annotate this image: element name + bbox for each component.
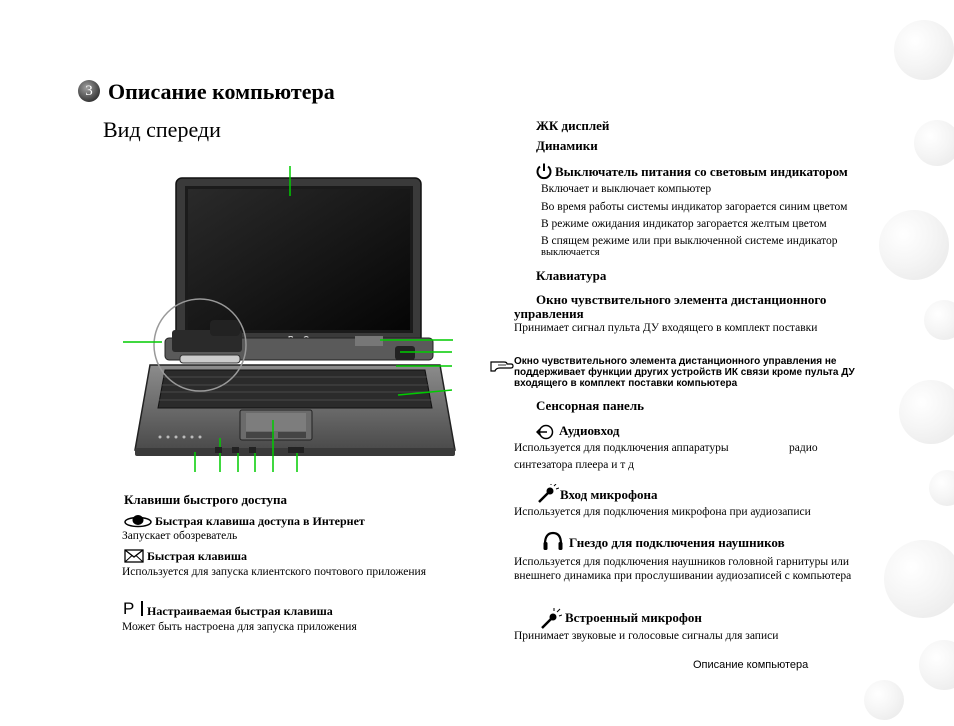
power-line-3: В режиме ожидания индикатор загорается желтым цветом <box>541 218 827 230</box>
audio-in-line-1a: Используется для подключения аппаратуры <box>514 442 729 454</box>
chapter-title: Описание компьютера <box>108 79 335 104</box>
note-line-1: Окно чувствительного элемента дистанционного управления не <box>514 356 837 367</box>
laptop-illustration <box>120 160 460 480</box>
headphones-icon <box>542 530 564 552</box>
note-line-3: входящего в комплект поставки компьютера <box>514 378 738 389</box>
ir-title-line-2: управления <box>514 306 584 321</box>
mail-hotkey-description: Используется для запуска клиентского почтового приложения <box>122 566 426 578</box>
ir-description: Принимает сигнал пульта ДУ входящего в комплект поставки <box>514 322 818 334</box>
internet-icon <box>123 514 153 528</box>
headphones-line-2: внешнего динамика при прослушивании аудиозаписей с компьютера <box>514 570 852 582</box>
power-line-2: Во время работы системы индикатор загорается синим цветом <box>541 201 848 213</box>
custom-hotkey-description: Может быть настроена для запуска приложения <box>122 621 357 633</box>
touchpad-label: Сенсорная панель <box>536 398 644 413</box>
power-line-1: Включает и выключает компьютер <box>541 183 712 195</box>
note-line-2: поддерживает функции других устройств ИК связи кроме пульта ДУ <box>514 367 855 378</box>
custom-hotkey-icon: P <box>123 599 135 618</box>
headphones-line-1: Используется для подключения наушников головной гарнитуры или <box>514 556 850 568</box>
hotkeys-title: Клавиши быстрого доступа <box>124 492 288 507</box>
mail-icon <box>124 549 144 563</box>
mic-in-description: Используется для подключения микрофона при аудиозаписи <box>514 506 811 518</box>
chapter-number-badge: 3 <box>78 80 100 102</box>
power-line-4: В спящем режиме или при выключенной системе индикатор <box>541 235 838 247</box>
microphone-icon <box>537 484 559 504</box>
builtin-microphone-icon <box>540 608 562 630</box>
audio-in-icon <box>536 424 556 440</box>
custom-hotkey-divider <box>141 601 143 616</box>
power-line-5: выключается <box>541 247 600 258</box>
builtin-mic-title: Встроенный микрофон <box>565 610 702 625</box>
pointing-hand-icon <box>490 358 514 372</box>
audio-in-line-1b: радио <box>789 442 818 454</box>
power-title: Выключатель питания со световым индикатором <box>555 164 848 179</box>
section-title: Вид спереди <box>103 117 221 142</box>
internet-hotkey-title: Быстрая клавиша доступа в Интернет <box>155 514 365 528</box>
ir-title-line-1: Окно чувствительного элемента дистанционного <box>536 292 827 307</box>
headphones-title: Гнездо для подключения наушников <box>569 535 785 550</box>
mail-hotkey-title: Быстрая клавиша <box>147 549 248 563</box>
audio-in-title: Аудиовход <box>559 423 620 438</box>
power-icon <box>535 162 553 180</box>
page-footer: Описание компьютера <box>693 659 809 671</box>
builtin-mic-description: Принимает звуковые и голосовые сигналы для записи <box>514 630 779 642</box>
speakers-label: Динамики <box>536 138 598 153</box>
custom-hotkey-title: Настраиваемая быстрая клавиша <box>147 604 333 618</box>
keyboard-label: Клавиатура <box>536 268 607 283</box>
audio-in-line-2: синтезатора плеера и т д <box>514 459 634 471</box>
lcd-label: ЖК дисплей <box>536 118 610 133</box>
mic-in-title: Вход микрофона <box>560 487 658 502</box>
internet-hotkey-description: Запускает обозреватель <box>122 530 238 542</box>
